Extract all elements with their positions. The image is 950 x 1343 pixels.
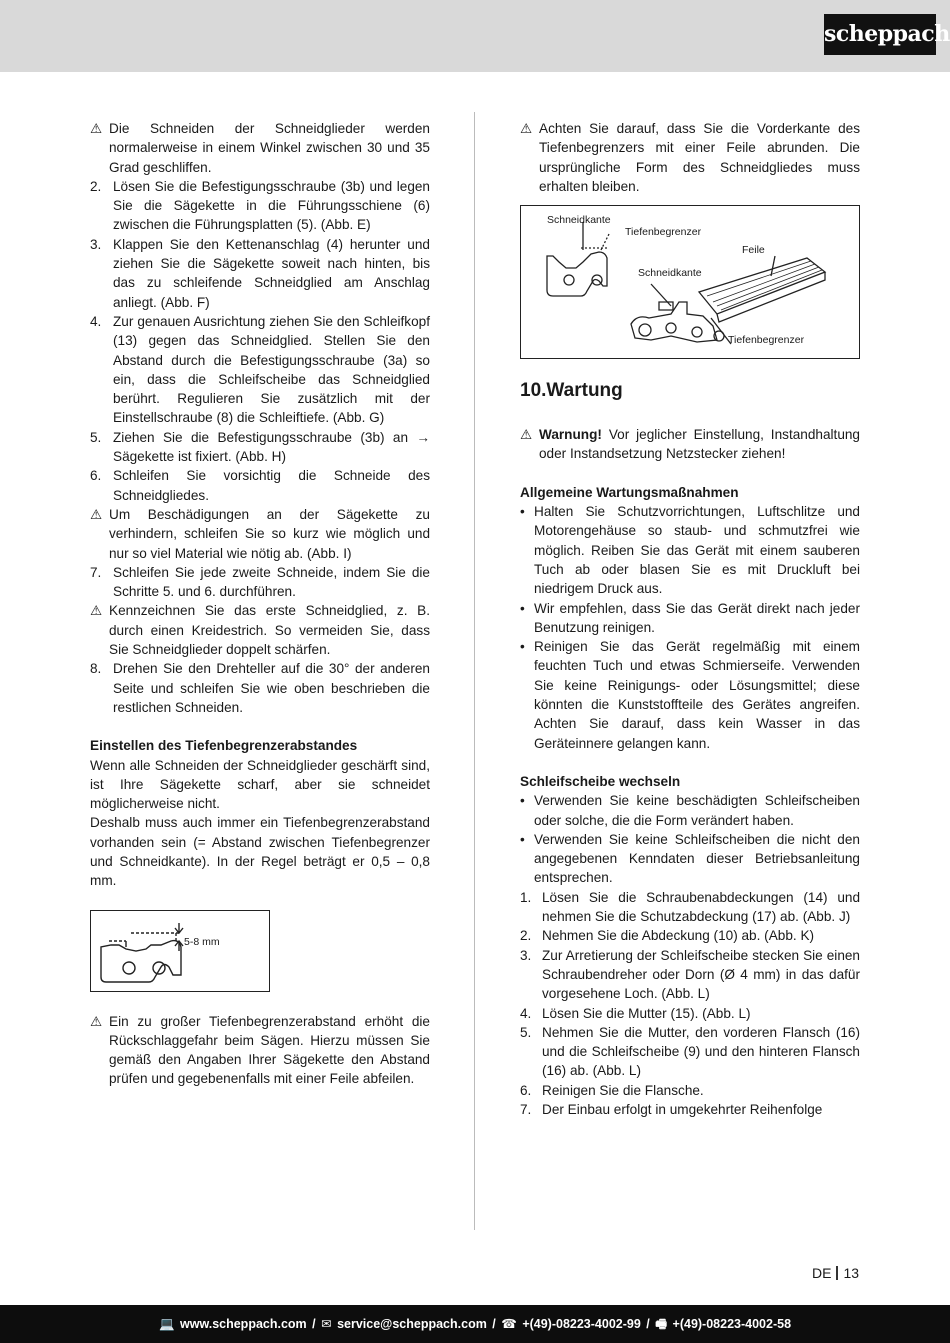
warning-text: Vor jeglicher Einstellung, Instandhaltung oder Instandsetzung Netzstecker ziehen! — [539, 427, 860, 462]
list-item-text: Zur Arretierung der Schleifscheibe stecken Sie einen Schraubendreher oder Dorn (Ø 4 mm) in das dafür vorgesehene Loch. (Abb. L) — [542, 947, 860, 1002]
list-item-text: Zur genauen Ausrichtung ziehen Sie den Schleifkopf (13) gegen das Schneidglied. Stellen Sie den Abstand durch die Befestigungsschraube (3a) so ein, dass die Schleifscheibe das Schneidglied berührt. Regulieren Sie zusätzlich mit der Einstellschraube (8) die Schleiftiefe. (Abb. G) — [113, 313, 430, 426]
email-icon: ✉ — [321, 1317, 332, 1331]
list-marker: 7. — [520, 1101, 532, 1117]
paragraph: Deshalb muss auch immer ein Tiefenbegrenzerabstand vorhanden sein (= Abstand zwischen Tiefenbegrenzer und Schneidkante). In der Regel beträgt er 0,5 – 0,8 mm. — [90, 815, 430, 889]
list-item — [520, 1023, 860, 1081]
list-item-text: Nehmen Sie die Abdeckung (10) ab. (Abb. K) — [542, 928, 815, 944]
list-item — [90, 119, 430, 177]
list-marker: 4. — [90, 313, 102, 329]
diagram-label-depth-limiter-2: Tiefenbegrenzer — [728, 334, 805, 347]
page-number — [812, 1264, 859, 1283]
list-item-text: Die Schneiden der Schneidglieder werden normalerweise in einem Winkel zwischen 30 und 35 Grad geschliffen. — [109, 121, 430, 175]
list-item-text: Drehen Sie den Drehteller auf die 30° der anderen Seite und schleifen Sie wie oben beschrieben die restlichen Schneiden. — [113, 661, 430, 715]
list-marker: 6. — [90, 468, 102, 484]
list-marker: 5. — [520, 1024, 532, 1040]
list-marker: 6. — [520, 1082, 532, 1098]
page-number-value: 13 — [843, 1265, 860, 1281]
list-item — [90, 601, 430, 659]
diagram-label-depth-limiter: Tiefenbegrenzer — [625, 226, 702, 239]
list-marker: 3. — [90, 236, 102, 252]
list-item-text: Der Einbau erfolgt in umgekehrter Reihenfolge — [542, 1101, 823, 1117]
maintenance-heading: Allgemeine Wartungsmaßnahmen — [520, 484, 739, 500]
list-item — [520, 888, 860, 927]
section-number: 10. — [520, 380, 547, 402]
list-marker: 1. — [520, 889, 532, 905]
list-item-text: Reinigen Sie das Gerät regelmäßig mit einem feuchten Tuch und etwas Schmierseife. Verwenden Sie keine Reinigungs- oder Lösungsmittel; diese könnten die Kunststoffteile des Gerätes angreifen. Achten Sie darauf, dass kein Wasser in das Geräteinnere gelangen kann. — [534, 639, 860, 751]
section-title-text: Wartung — [546, 380, 623, 402]
diagram-label-cutting-edge: Schneidkante — [547, 214, 611, 227]
chain-link-drawing — [91, 911, 269, 991]
list-item — [90, 466, 430, 505]
list-item: • Wir empfehlen, dass Sie das Gerät direkt nach jeder Benutzung reinigen. — [520, 600, 860, 635]
disc-heading: Schleifscheibe wechseln — [520, 773, 681, 789]
depth-label: 5-8 mm — [184, 935, 220, 948]
warning-note — [520, 119, 860, 196]
list-marker: 2. — [90, 178, 102, 194]
phone-number: +(49)-08223-4002-99 — [522, 1317, 641, 1331]
warning-icon: ⚠ — [90, 506, 103, 522]
header-bar — [0, 0, 950, 72]
list-item — [520, 1100, 860, 1119]
list-item-text: Halten Sie Schutzvorrichtungen, Luftschlitze und Motorengehäuse so staub- und schmutzfrei wie möglich. Reiben Sie das Gerät mit einem sauberen Tuch ab oder blasen Sie es mit Druckluft bei niedrigem Druck aus. — [534, 504, 860, 597]
list-item-text: Lösen Sie die Mutter (15). (Abb. L) — [542, 1005, 751, 1021]
list-item — [520, 946, 860, 1004]
phone-icon: ☎ — [501, 1317, 517, 1331]
list-item-text: Um Beschädigungen an der Sägekette zu verhindern, schleifen Sie so kurz wie möglich und nur so viel Material wie nötig ab. (Abb. I) — [109, 506, 430, 561]
list-marker: 4. — [520, 1005, 532, 1021]
warning-note — [90, 1012, 430, 1089]
list-marker: 2. — [520, 928, 532, 944]
list-item-text: Verwenden Sie keine Schleifscheiben die nicht den angegebenen Kenndaten dieser Betriebsanleitung entsprechen. — [534, 831, 860, 886]
list-item-text: Nehmen Sie die Mutter, den vorderen Flansch (16) und die Schleifscheibe (9) und den hinteren Flansch (16) ab. (Abb. L) — [542, 1024, 860, 1079]
list-item — [520, 1081, 860, 1100]
diagram-label-cutting-edge-2: Schneidkante — [638, 267, 702, 280]
list-item — [90, 563, 430, 602]
list-item — [90, 177, 430, 235]
list-item-text: Lösen Sie die Befestigungsschraube (3b) und legen Sie die Sägekette in die Führungsschiene (6) zwischen die Führungsplatten (5). (Abb. E) — [113, 178, 430, 233]
list-marker: 5. — [90, 429, 102, 445]
diagram-label-file: Feile — [742, 244, 765, 257]
list-item — [90, 505, 430, 563]
column-divider — [474, 112, 475, 1230]
fax-icon: 🖷 — [655, 1317, 668, 1331]
list-item — [520, 1004, 860, 1023]
list-item-text: Wir empfehlen, dass Sie das Gerät direkt nach jeder Benutzung reinigen. — [534, 600, 860, 635]
right-column — [520, 119, 860, 1119]
list-item-text: Reinigen Sie die Flansche. — [542, 1082, 704, 1098]
depth-heading: Einstellen des Tiefenbegrenzerabstandes — [90, 738, 358, 754]
list-item — [90, 428, 430, 467]
list-item — [90, 235, 430, 312]
list-item-text: Lösen Sie die Schraubenabdeckungen (14) und nehmen Sie die Schutzabdeckung (17) ab. (Abb. J) — [542, 889, 860, 925]
list-item — [520, 926, 860, 945]
section-title — [520, 379, 860, 403]
list-item-text: Schleifen Sie jede zweite Schneide, indem Sie die Schritte 5. und 6. durchführen. — [113, 564, 430, 600]
computer-icon: 💻 — [158, 1317, 175, 1331]
page-language: DE — [812, 1265, 832, 1281]
warning-note — [520, 425, 860, 464]
list-item: • Halten Sie Schutzvorrichtungen, Luftschlitze und Motorengehäuse so staub- und schmutzfrei wie möglich. Reiben Sie das Gerät mit einem sauberen Tuch ab oder blasen Sie es mit Druckluft bei niedrigem Druck aus. — [520, 504, 860, 597]
warning-icon: ⚠ — [520, 427, 533, 443]
website-link[interactable]: www.scheppach.com — [180, 1317, 307, 1331]
warning-text: Achten Sie darauf, dass Sie die Vorderkante des Tiefenbegrenzers mit einer Feile abrunden. Die ursprüngliche Form des Schneidgliedes muss erhalten bleiben. — [539, 121, 860, 194]
warning-text: Ein zu großer Tiefenbegrenzerabstand erhöht die Rückschlaggefahr beim Sägen. Hierzu müssen Sie gemäß den Angaben Ihrer Sägekette den Abstand prüfen und gegebenenfalls mit einer Feile abfeilen. — [109, 1013, 430, 1087]
list-item — [90, 312, 430, 428]
brand-logo: scheppach — [824, 14, 936, 55]
list-item-text: Ziehen Sie die Befestigungsschraube (3b) an → Sägekette ist fixiert. (Abb. H) — [113, 429, 430, 465]
email-link[interactable]: service@scheppach.com — [337, 1317, 487, 1331]
warning-label: Warnung! — [539, 427, 602, 443]
list-item-text: Verwenden Sie keine beschädigten Schleifscheiben oder solche, die die Form verändert haben. — [534, 793, 860, 828]
left-column — [90, 119, 430, 1089]
paragraph: Wenn alle Schneiden der Schneidglieder geschärft sind, ist Ihre Sägekette scharf, aber sie schneidet möglicherweise nicht. — [90, 757, 430, 812]
list-marker: 8. — [90, 661, 102, 677]
warning-icon: ⚠ — [90, 1013, 103, 1029]
list-item-text: Schleifen Sie vorsichtig die Schneide des Schneidgliedes. — [113, 468, 430, 503]
list-marker: 7. — [90, 564, 102, 580]
list-item: • Verwenden Sie keine beschädigten Schleifscheiben oder solche, die die Form verändert haben. — [520, 793, 860, 828]
warning-icon: ⚠ — [520, 121, 533, 136]
list-item — [90, 659, 430, 717]
list-item-text: Klappen Sie den Kettenanschlag (4) herunter und ziehen Sie die Sägekette soweit nach hinten, bis das zu schleifende Schneidglied am Anschlag anliegt. (Abb. F) — [113, 236, 430, 310]
depth-gauge-diagram — [90, 910, 270, 992]
warning-icon: ⚠ — [90, 603, 103, 619]
fax-number: +(49)-08223-4002-58 — [672, 1317, 792, 1331]
footer-bar: 💻 www.scheppach.com / ✉ service@scheppach.com / ☎ +(49)-08223-4002-99 / 🖷 +(49)-08223-4002-58 — [0, 1305, 950, 1343]
list-item: • Verwenden Sie keine Schleifscheiben die nicht den angegebenen Kenndaten dieser Betriebsanleitung entsprechen. — [520, 831, 860, 886]
warning-icon: ⚠ — [90, 121, 103, 136]
list-item: • Reinigen Sie das Gerät regelmäßig mit einem feuchten Tuch und etwas Schmierseife. Verwenden Sie keine Reinigungs- oder Lösungsmittel; diese könnten die Kunststoffteile des Gerätes angreifen. Achten Sie darauf, dass kein Wasser in das Geräteinnere gelangen kann. — [520, 639, 860, 751]
list-item-text: Kennzeichnen Sie das erste Schneidglied, z. B. durch einen Kreidestrich. So vermeiden Sie, dass Sie Schneidglieder doppelt schärfen. — [109, 603, 430, 658]
list-marker: 3. — [520, 947, 532, 963]
file-diagram — [520, 205, 860, 359]
